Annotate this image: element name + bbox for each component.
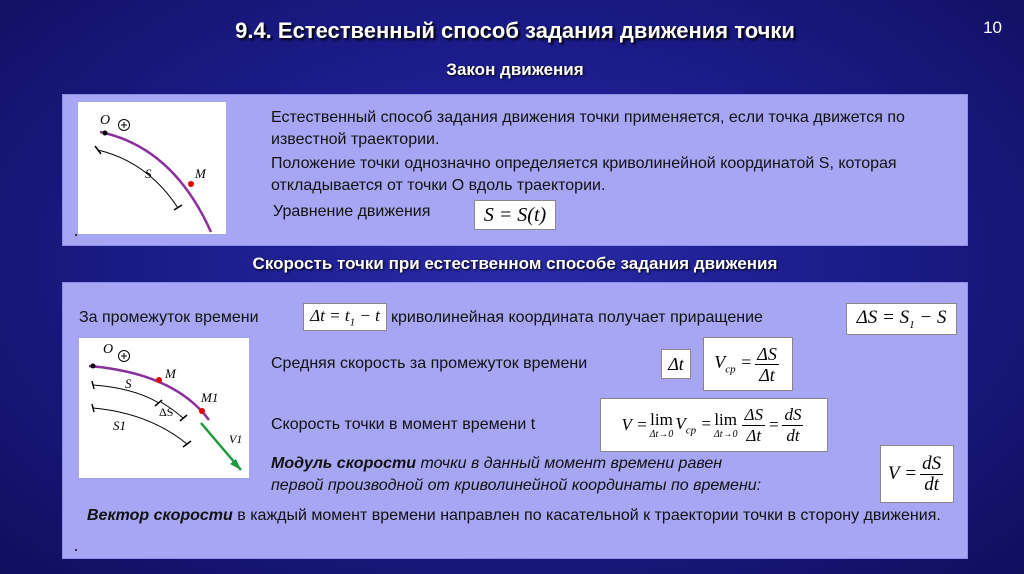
section1-para2: Положение точки однозначно определяется криволинейной координатой S, которая откладывается от точки O вдоль траектории. <box>271 155 897 194</box>
trajectory-figure <box>78 102 226 234</box>
svg-text:O: O <box>103 342 114 357</box>
section1-para1: Естественный способ задания движения точки применяется, если точка движется по известной траектории. <box>271 109 905 148</box>
inst-speed-label: Скорость точки в момент времени t <box>271 416 536 433</box>
trajectory-diagram <box>78 102 226 234</box>
inst-speed-formula: V = lim Δt→0 $V_{cp}$ = lim Δt→0 $\frac{\Delta S}{\Delta t}$ = $\frac{dS}{dt}$ <box>600 398 828 452</box>
svg-text:V1: V1 <box>229 432 243 446</box>
increment-formula: $\Delta S = S_1 - S$ <box>846 303 957 335</box>
trajectory-curve <box>100 132 211 232</box>
modulus-formula: V = $\frac{dS}{dt}$ <box>880 445 954 503</box>
modulus-line2: первой производной от криволинейной координаты по времени: <box>271 477 762 494</box>
svg-text:M: M <box>165 366 176 381</box>
label-o: O <box>100 113 111 128</box>
modulus-bold: Модуль скорости <box>271 455 417 472</box>
equation-formula <box>474 200 556 230</box>
slide-title: 9.4. Естественный способ задания движения точки <box>235 18 795 43</box>
modulus-text <box>271 453 871 475</box>
section2-title: Скорость точки при естественном способе задания движения <box>252 254 778 273</box>
velocity-figure <box>79 338 249 478</box>
avg-speed-label: Средняя скорость за промежуток времени <box>271 355 588 372</box>
speed-panel <box>62 282 968 559</box>
origin-point <box>103 131 108 136</box>
vector-rest: в каждый момент времени направлен по касательной к траектории точки в сторону движения. <box>237 507 941 524</box>
svg-text:ΔS: ΔS <box>159 405 174 419</box>
svg-text:S: S <box>125 376 132 391</box>
svg-text:S1: S1 <box>113 418 126 433</box>
point-m <box>188 181 194 187</box>
trajectory-curve-2 <box>89 366 209 420</box>
equation-label: Уравнение движения <box>273 203 431 220</box>
small-dot-2 <box>75 549 77 551</box>
motion-law-panel <box>62 94 968 246</box>
velocity-diagram <box>79 338 249 478</box>
label-s: S <box>145 166 152 181</box>
svg-text:M1: M1 <box>201 390 219 405</box>
vector-text <box>87 505 947 527</box>
avg-dt: Δt <box>661 349 691 379</box>
section-subtitle: Закон движения <box>446 60 584 79</box>
small-dot <box>75 234 77 236</box>
page-number: 10 <box>983 18 1002 37</box>
point-m-2 <box>156 377 162 383</box>
label-m: M <box>195 166 206 181</box>
vector-bold: Вектор скорости <box>87 507 233 524</box>
equation-text: S = S(t) <box>483 203 547 226</box>
interval-label: За промежуток времени <box>79 309 259 326</box>
arc-s <box>98 150 178 208</box>
avg-speed-formula: $V_{cp}$ = $\frac{\Delta S}{\Delta t}$ <box>703 337 793 391</box>
increment-label: криволинейная координата получает приращение <box>391 309 763 326</box>
point-m1 <box>199 408 205 414</box>
modulus-rest: точки в данный момент времени равен <box>420 455 723 472</box>
interval-formula: $\Delta t = t_1 - t$ <box>303 303 387 331</box>
